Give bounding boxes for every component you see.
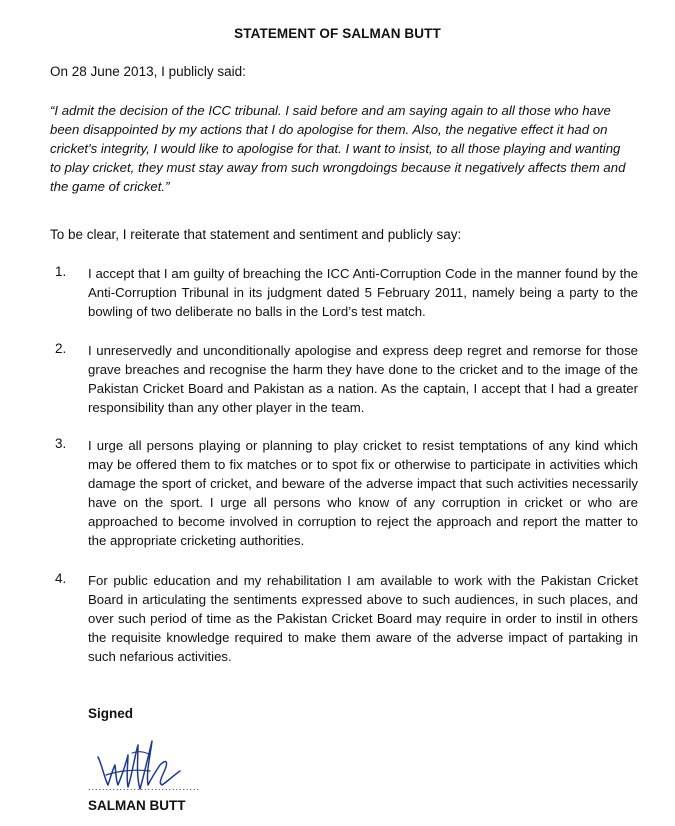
item-number: 1. <box>55 264 67 279</box>
item-number: 4. <box>55 571 67 586</box>
quoted-statement: “I admit the decision of the ICC tribunal. I said before and am saying again to all those who have been disappointed by my actions that I do apologise for them. Also, the negative effect it had on cricket's integrity, I would like to apologise for that. I want to insist, to all those playing and wanting to play cricket, they must stay away from such wrongdoings because it negatively affects them and the game of cricket.” <box>50 103 626 194</box>
intro-line: On 28 June 2013, I publicly said: <box>50 64 246 79</box>
signatory-name: SALMAN BUTT <box>88 798 186 813</box>
reiterate-line: To be clear, I reiterate that statement and sentiment and publicly say: <box>50 227 462 242</box>
signed-label: Signed <box>88 706 134 721</box>
item-text: I accept that I am guilty of breaching the ICC Anti-Corruption Code in the manner found by the Anti-Corruption Tribunal in its judgment dated 5 February 2011, namely being a party to the bowling of two deliberate no balls in the Lord’s test match. <box>88 266 638 319</box>
document-title: STATEMENT OF SALMAN BUTT <box>234 26 441 41</box>
item-number: 3. <box>55 436 67 451</box>
item-text: I urge all persons playing or planning to play cricket to resist temptations of any kind which may be offered them to fix matches or to spot fix or otherwise to participate in activities which damage the sport of cricket, and beware of the adverse impact that such activities necessarily have on the sport. I urge all persons who know of any corruption in cricket or who are approached to become involved in corruption to reject the approach and report the matter to the appropriate cricketing authorities. <box>88 438 638 548</box>
item-text: I unreservedly and unconditionally apologise and express deep regret and remorse for those grave breaches and recognise the harm they have done to the cricket and to the image of the Pakistan Cricket Board and Pakistan as a nation. As the captain, I accept that I had a greater responsibility than any other player in the team. <box>88 343 638 415</box>
item-text: For public education and my rehabilitation I am available to work with the Pakistan Cricket Board in articulating the sentiments expressed above to such audiences, in such places, and over such period of time as the Pakistan Cricket Board may require in order to instil in others the requisite knowledge required to make them aware of the adverse impact of partaking in such nefarious activities. <box>88 573 638 664</box>
item-number: 2. <box>55 341 67 356</box>
signature-line: ................................ <box>88 782 201 792</box>
